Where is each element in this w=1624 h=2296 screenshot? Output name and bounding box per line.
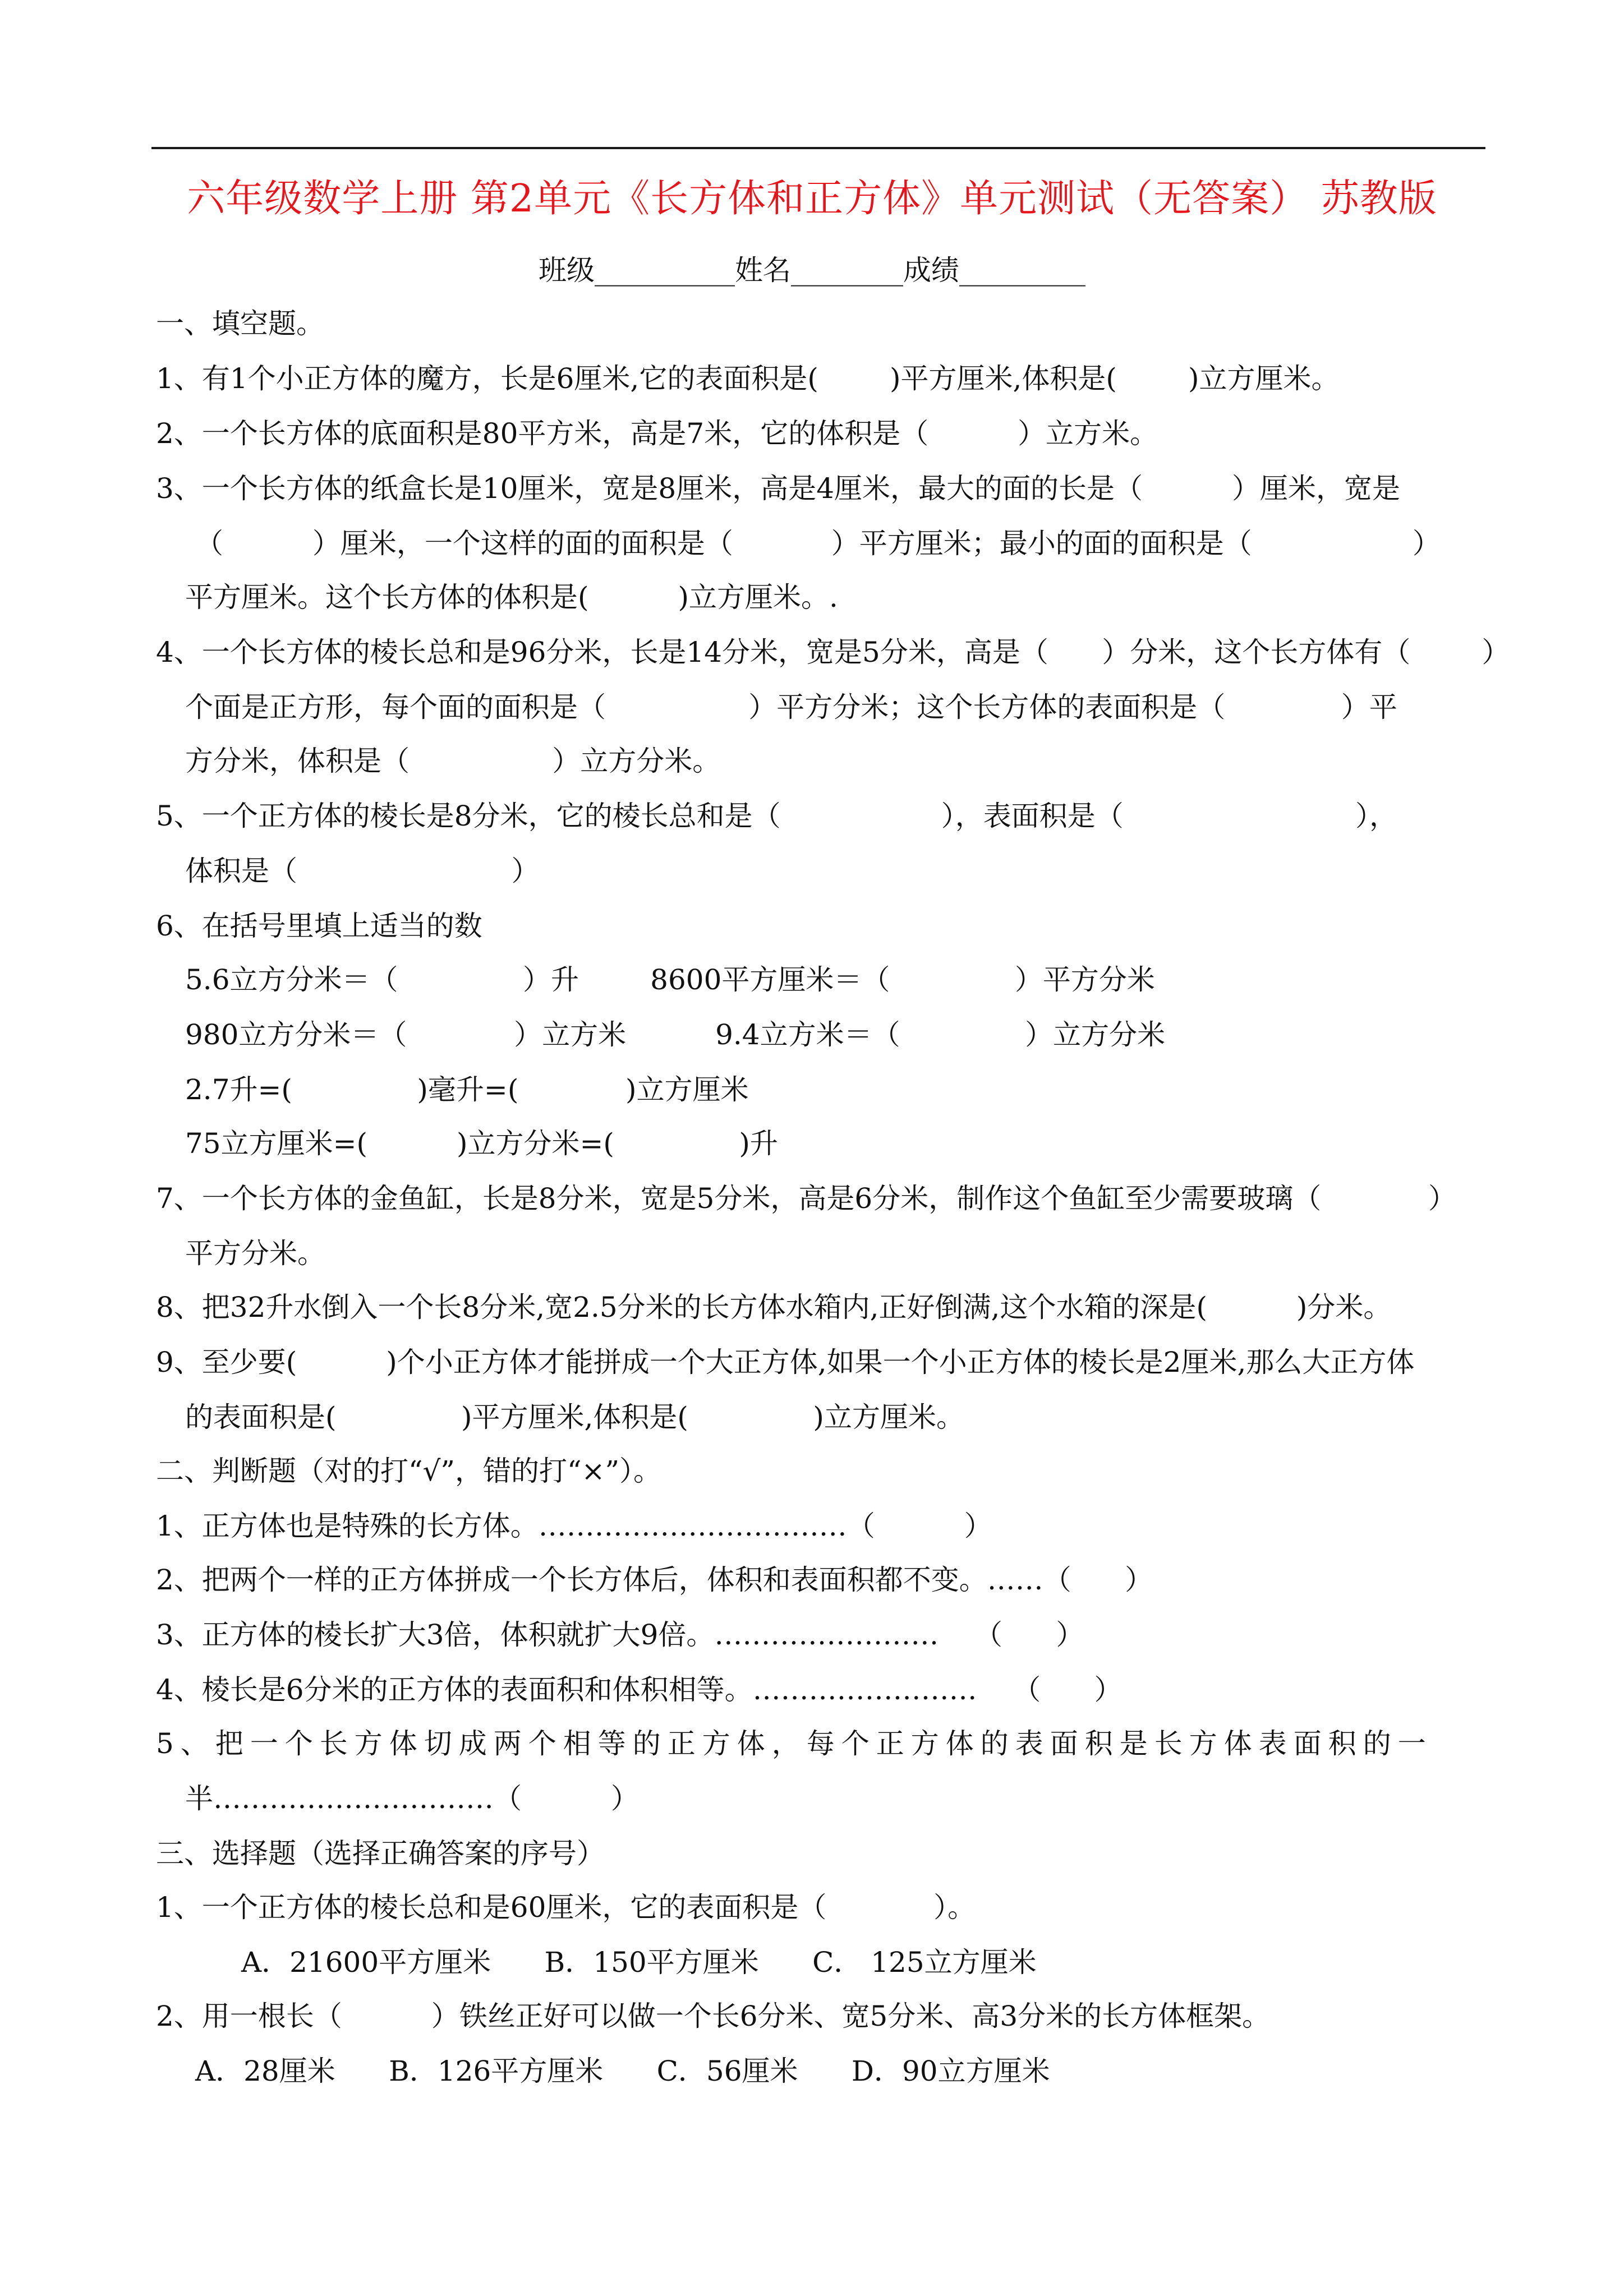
question-line: 8、把32升水倒入一个长8分米,宽2.5分米的长方体水箱内,正好倒满,这个水箱的深是( )分米。 (156, 1291, 1392, 1324)
choice-question: 2、用一根长（ ）铁丝正好可以做一个长6分米、宽5分米、高3分米的长方体框架。 (156, 2000, 1271, 2032)
choice-question: 1、一个正方体的棱长总和是60厘米，它的表面积是（ ）。 (156, 1891, 976, 1924)
question-line: 2、一个长方体的底面积是80平方米，高是7米，它的体积是（ ）立方米。 (156, 417, 1158, 450)
question-line: 体积是（ ） (185, 855, 540, 887)
header-rule (151, 147, 1485, 149)
judgement-line: 半…………………………（ ） (185, 1782, 639, 1815)
choice-options: A．28厘米 B．126平方厘米 C．56厘米 D．90立方厘米 (195, 2055, 1050, 2087)
question-line: 5、一个正方体的棱长是8分米，它的棱长总和是（ ），表面积是（ ）， (156, 800, 1397, 832)
document-title: 六年级数学上册 第2单元《长方体和正方体》单元测试（无答案） 苏教版 (187, 177, 1437, 221)
conversion-line: 980立方分米＝（ ）立方米 9.4立方米＝（ ）立方分米 (185, 1018, 1166, 1051)
question-line: （ ）厘米，一个这样的面的面积是（ ）平方厘米；最小的面的面积是（ ） (195, 527, 1441, 560)
question-line: 个面是正方形，每个面的面积是（ ）平方分米；这个长方体的表面积是（ ）平 (185, 691, 1397, 723)
conversion-line: 75立方厘米=( )立方分米=( )升 (185, 1127, 778, 1160)
question-line: 平方分米。 (185, 1237, 325, 1270)
question-line: 9、至少要( )个小正方体才能拼成一个大正方体,如果一个小正方体的棱长是2厘米,那么大正方体 (156, 1346, 1415, 1378)
question-line: 6、在括号里填上适当的数 (156, 910, 482, 942)
conversion-line: 5.6立方分米＝（ ）升 8600平方厘米＝（ ）平方分米 (185, 963, 1155, 996)
judgement-line: 4、棱长是6分米的正方体的表面积和体积相等。…………………… （ ） (156, 1673, 1122, 1706)
section-heading-true-false: 二、判断题（对的打“√”，错的打“×”）。 (156, 1455, 662, 1487)
choice-options: A．21600平方厘米 B．150平方厘米 C． 125立方厘米 (241, 1946, 1037, 1979)
question-line: 7、一个长方体的金鱼缸，长是8分米，宽是5分米，高是6分米，制作这个鱼缸至少需要玻璃（ ） (156, 1182, 1456, 1215)
question-line: 1、有1个小正方体的魔方，长是6厘米,它的表面积是( )平方厘米,体积是( )立方厘米。 (156, 362, 1340, 395)
question-line: 方分米，体积是（ ）立方分米。 (185, 745, 721, 777)
question-line: 3、一个长方体的纸盒长是10厘米，宽是8厘米，高是4厘米，最大的面的长是（ ）厘米，宽是 (156, 472, 1400, 505)
student-info-line: 班级__________姓名________成绩_________ (539, 254, 1085, 287)
judgement-line: 1、正方体也是特殊的长方体。……………………………（ ） (156, 1510, 992, 1542)
conversion-line: 2.7升=( )毫升=( )立方厘米 (185, 1073, 749, 1106)
judgement-line: 3、正方体的棱长扩大3倍，体积就扩大9倍。…………………… （ ） (156, 1619, 1084, 1651)
judgement-line: 5、把一个长方体切成两个相等的正方体，每个正方体的表面积是长方体表面积的一 (156, 1727, 1433, 1760)
judgement-line: 2、把两个一样的正方体拼成一个长方体后，体积和表面积都不变。……（ ） (156, 1564, 1153, 1596)
question-line: 的表面积是( )平方厘米,体积是( )立方厘米。 (185, 1401, 964, 1433)
question-line: 4、一个长方体的棱长总和是96分米，长是14分米，宽是5分米，高是（ ）分米，这个长方体有（ ） (156, 636, 1510, 668)
section-heading-fill-in: 一、填空题。 (156, 307, 324, 340)
section-heading-multiple-choice: 三、选择题（选择正确答案的序号） (156, 1837, 605, 1870)
question-line: 平方厘米。这个长方体的体积是( )立方厘米。. (185, 581, 838, 614)
